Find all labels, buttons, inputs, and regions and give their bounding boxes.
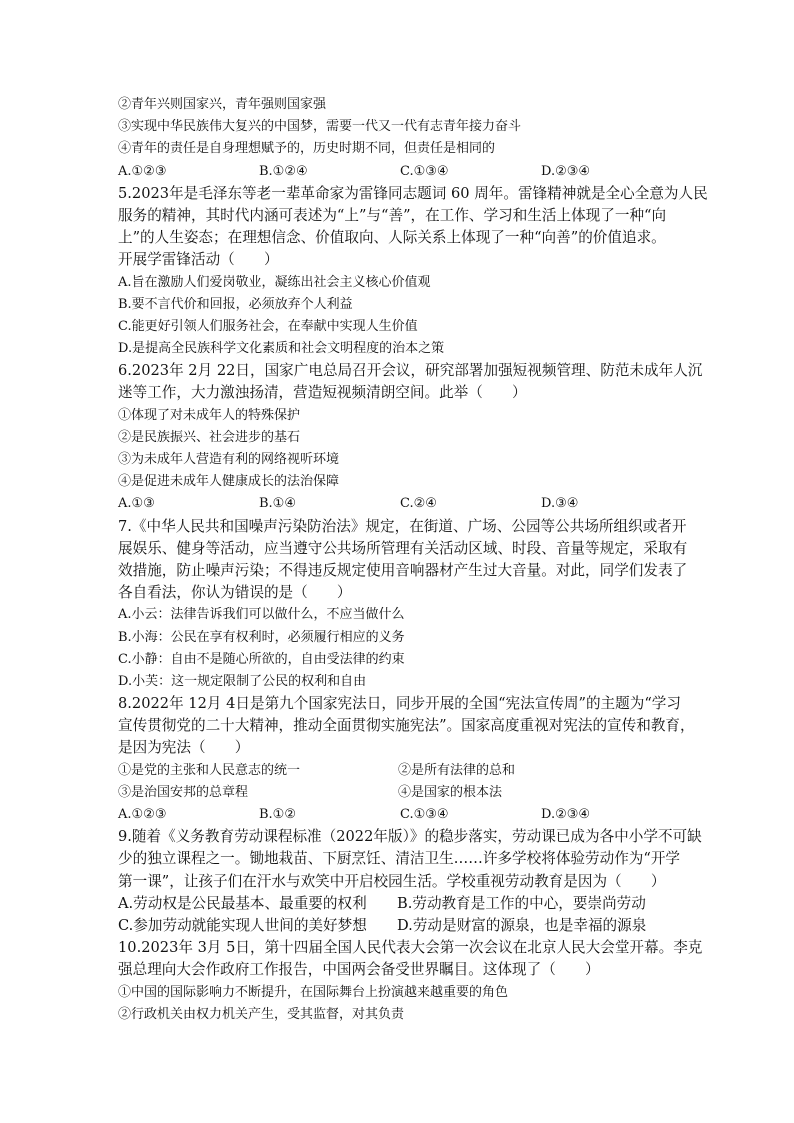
question-text-line: 是因为宪法（ ） [118, 739, 250, 757]
answer-option: A.①②③ [118, 807, 167, 822]
answer-option: B.①②④ [259, 163, 308, 179]
answer-options [118, 493, 678, 515]
statement-item: D.劳动是财富的源泉，也是幸福的源泉 [397, 916, 647, 934]
option-text-line: ①中国的国际影响力不断提升，在国际舞台上扮演越来越重要的角色 [118, 984, 509, 1000]
answer-option: D.③④ [541, 496, 579, 512]
question-text-line: 效措施，防止噪声污染；不得违反规定使用音响器材产生过大音量。对此，同学们发表了 [118, 561, 688, 579]
answer-options [118, 161, 678, 183]
answer-option: C.①③④ [400, 163, 449, 179]
statement-item: A.劳动权是公民最基本、最重要的权利 [118, 894, 367, 912]
answer-option: A.①③ [118, 496, 155, 512]
answer-option: B.①② [259, 807, 296, 822]
statement-item: B.劳动教育是工作的中心，要崇尚劳动 [397, 894, 646, 912]
answer-option: A.①②③ [118, 163, 167, 179]
statement-item: ①是党的主张和人民意志的统一 [118, 762, 301, 778]
statement-item: ③是治国安邦的总章程 [118, 784, 249, 800]
question-text-line: 迷等工作，大力激浊扬清，营造短视频清朗空间。此举（ ） [118, 384, 527, 402]
question-text-line: 强总理向大会作政府工作报告，中国两会备受世界瞩目。这体现了（ ） [118, 961, 600, 979]
answer-option: B.①④ [259, 496, 296, 512]
exam-page [118, 94, 708, 1026]
question-text-line: 展娱乐、健身等活动，应当遵守公共场所管理有关活动区域、时段、音量等规定，采取有 [118, 539, 688, 557]
question-text-line: 宣传贯彻党的二十大精神，推动全面贯彻实施宪法”。国家高度重视对宪法的宣传和教育， [118, 717, 695, 735]
statement-item: ②是所有法律的总和 [398, 762, 516, 778]
option-text-line: B.要不言代价和回报，必须放弃个人利益 [118, 296, 353, 312]
statement-pair [118, 893, 678, 915]
question-text-line: 6.2023年 2月 22日，国家广电总局召开会议，研究部署加强短视频管理、防范未成年人沉 [118, 362, 703, 380]
answer-option: D.②③④ [541, 807, 591, 822]
question-text-line: 8.2022年 12月 4日是第九个国家宪法日，同步开展的全国“宪法宣传周”的主题为“学习 [118, 695, 681, 713]
option-text-line: D.小芙：这一规定限制了公民的权利和自由 [118, 673, 367, 689]
statement-pair [118, 915, 678, 937]
option-text-line: ④青年的责任是自身理想赋予的，历史时期不同，但责任是相同的 [118, 141, 496, 157]
option-text-line: A.小云：法律告诉我们可以做什么，不应当做什么 [118, 607, 405, 623]
option-text-line: A.旨在激励人们爱岗敬业，凝练出社会主义核心价值观 [118, 274, 431, 290]
answer-option: C.①③④ [400, 807, 449, 822]
option-text-line: C.小静：自由不是随心所欲的，自由受法律的约束 [118, 651, 405, 667]
option-text-line: C.能更好引领人们服务社会，在奉献中实现人生价值 [118, 318, 418, 334]
option-text-line: ③实现中华民族伟大复兴的中国梦，需要一代又一代有志青年接力奋斗 [118, 119, 522, 135]
question-text-line: 开展学雷锋活动（ ） [118, 251, 279, 269]
answer-option: C.②④ [400, 496, 437, 512]
question-text-line: 服务的精神，其时代内涵可表述为“上”与“善”，在工作、学习和生活上体现了一种“向 [118, 206, 667, 224]
option-text-line: ①体现了对未成年人的特殊保护 [118, 407, 301, 423]
statement-pair [118, 782, 678, 804]
question-text-line: 少的独立课程之一。锄地栽苗、下厨烹饪、清洁卫生……许多学校将体验劳动作为“开学 [118, 850, 681, 868]
question-text-line: 上”的人生姿态；在理想信念、价值取向、人际关系上体现了一种“向善”的价值追求。 [118, 229, 666, 247]
answer-options [118, 804, 678, 826]
option-text-line: ②是民族振兴、社会进步的基石 [118, 429, 301, 445]
option-text-line: ②行政机关由权力机关产生，受其监督，对其负责 [118, 1006, 405, 1022]
option-text-line: B.小海：公民在享有权利时，必须履行相应的义务 [118, 629, 405, 645]
question-text-line: 第一课”，让孩子们在汗水与欢笑中开启校园生活。学校重视劳动教育是因为（ ） [118, 872, 666, 890]
answer-option: D.②③④ [541, 163, 591, 179]
question-text-line: 各自看法，你认为错误的是（ ） [118, 584, 352, 602]
question-text-line: 7.《中华人民共和国噪声污染防治法》规定，在街道、广场、公园等公共场所组织或者开 [118, 517, 687, 535]
question-text-line: 9.随着《义务教育劳动课程标准（2022年版）》的稳步落实，劳动课已成为各中小学不可缺 [118, 828, 702, 846]
statement-item: C.参加劳动就能实现人世间的美好梦想 [118, 916, 367, 934]
option-text-line: ③为未成年人营造有利的网络视听环境 [118, 452, 340, 467]
question-text-line: 5.2023年是毛泽东等老一辈革命家为雷锋同志题词 60 周年。雷锋精神就是全心全意为人民 [118, 184, 708, 202]
option-text-line: ②青年兴则国家兴，青年强则国家强 [118, 97, 327, 112]
statement-item: ④是国家的根本法 [398, 784, 503, 800]
option-text-line: ④是促进未成年人健康成长的法治保障 [118, 474, 340, 490]
question-text-line: 10.2023年 3月 5日，第十四届全国人民代表大会第一次会议在北京人民大会堂开幕。李克 [118, 939, 703, 957]
statement-pair [118, 760, 678, 782]
option-text-line: D.是提高全民族科学文化素质和社会文明程度的治本之策 [118, 341, 445, 357]
